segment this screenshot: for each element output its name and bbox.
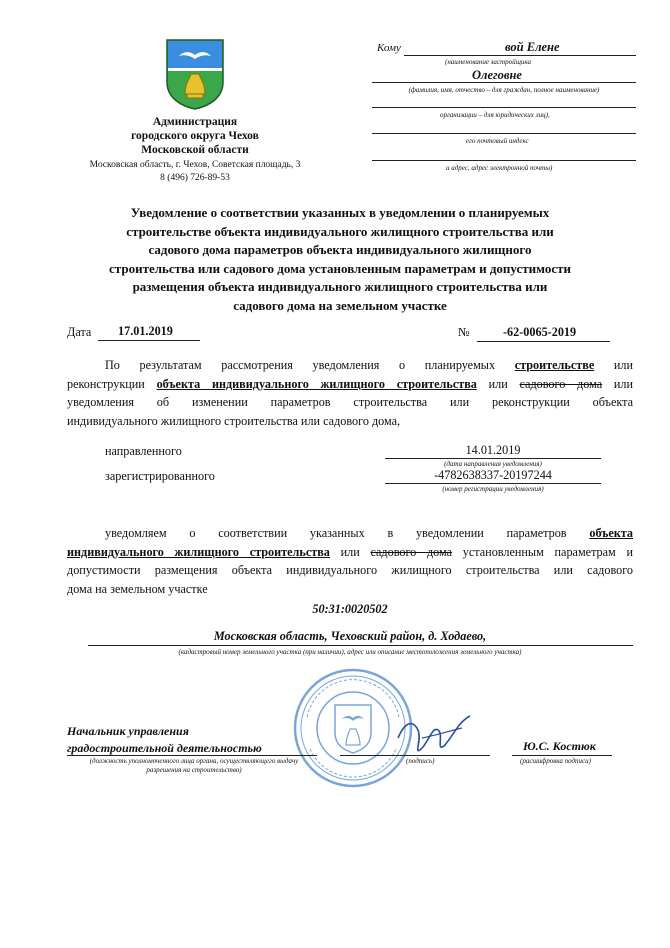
p2-object: объекта: [589, 526, 634, 540]
position-line1: Начальник управления: [67, 724, 189, 738]
handwritten-signature-icon: [392, 708, 474, 762]
caption-fio: (фамилия, имя, отчество – для граждан, полное наименование): [408, 86, 600, 94]
title-line4: строительства или садового дома установленным параметрам и допустимости: [109, 260, 571, 276]
caption-postal: его почтовый индекс: [466, 137, 529, 145]
p2-or: или: [340, 544, 360, 559]
number-value: -62-0065-2019: [503, 325, 577, 339]
org-name-line2: городского округа Чехов: [131, 130, 259, 142]
registration-number: -4782638337-20197244: [434, 468, 552, 482]
caption-sign: (подпись): [406, 757, 435, 765]
p2-line3: допустимости размещения объекта индивидуального жилищного строительства или садового: [67, 563, 633, 577]
date-label: Дата: [67, 325, 92, 339]
registered-caption: (номер регистрации уведомления): [442, 485, 544, 493]
p1-or-3: или: [613, 376, 634, 391]
registered-label: зарегистрированного: [105, 469, 215, 483]
title-line3: садового дома параметров объекта индивидуального жилищного: [148, 242, 532, 257]
org-name-line3: Московской области: [141, 144, 249, 156]
title-line5: размещения объекта индивидуального жилищного строительства или: [132, 279, 548, 294]
p1-garden-house-struck: садового дома: [519, 376, 603, 391]
title-line1: Уведомление о соответствии указанных в уведомлении о планируемых: [130, 205, 550, 220]
coat-of-arms-icon: [165, 38, 225, 110]
position-line2: градостроительной деятельностью: [67, 741, 262, 755]
p2-line4: дома на земельном участке: [67, 581, 208, 596]
p1-line4: индивидуального жилищного строительства или садового дома,: [67, 413, 401, 428]
sent-date: 14.01.2019: [465, 443, 521, 457]
p1-line3: уведомления об изменении параметров строительства или реконструкции объекта: [67, 395, 633, 409]
p2-garden-house-struck: садового дома: [370, 544, 453, 559]
paragraph-1: [67, 356, 633, 430]
org-address: Московская область, г. Чехов, Советская площадь, 3: [89, 160, 301, 170]
paragraph-2: [67, 524, 633, 598]
p1-text-a: По результатам рассмотрения уведомления о планируемых: [105, 358, 496, 372]
p2-text-d: установленным параметрам и: [462, 544, 633, 559]
caption-address: и адрес, адрес электронной почты): [446, 164, 553, 172]
cadastral-number: 50:31:0020502: [312, 602, 388, 616]
sent-label: направленного: [105, 444, 182, 458]
p1-construction: строительстве: [514, 358, 595, 372]
signer-name: Ю.С. Костюк: [523, 739, 596, 753]
sent-caption: (дата направления уведомления): [444, 460, 542, 468]
cadastral-caption: (кадастровый номер земельного участка (при наличии), адрес или описание местоположения земельного участка): [178, 648, 522, 656]
number-label: №: [458, 325, 470, 339]
recipient-patronymic: Олеговне: [472, 68, 522, 82]
document-title: [55, 204, 625, 315]
caption-org: организации – для юридических лиц),: [440, 111, 550, 119]
p1-reconstruction: реконструкции: [67, 376, 145, 391]
p2-text-a: уведомляем о соответствии указанных в уведомлении параметров: [105, 526, 567, 540]
org-name-line1: Администрация: [152, 116, 238, 128]
org-phone: 8 (496) 726-89-53: [160, 173, 230, 183]
caption-name: (расшифровка подписи): [520, 757, 591, 765]
title-line2: строительстве объекта индивидуального жилищного строительства или: [126, 223, 554, 239]
caption-developer: (наименование застройщика: [445, 58, 531, 66]
caption-position: (должность уполномоченного лица органа, осуществляющего выдачу разрешения на строительство): [89, 757, 299, 774]
date-value: 17.01.2019: [118, 324, 173, 338]
komu-label: Кому: [377, 42, 401, 54]
p2-izhs: индивидуального жилищного строительства: [67, 544, 330, 559]
p1-or-2: или: [488, 376, 508, 391]
title-line6: садового дома на земельном участке: [233, 297, 447, 313]
land-location: Московская область, Чеховский район, д. Ходаево,: [213, 629, 487, 643]
signer-position: [67, 723, 262, 757]
p1-or-1: или: [613, 358, 633, 372]
p1-object-izhs: объекта индивидуального жилищного строительства: [156, 376, 477, 391]
recipient-name: вой Елене: [505, 40, 560, 54]
